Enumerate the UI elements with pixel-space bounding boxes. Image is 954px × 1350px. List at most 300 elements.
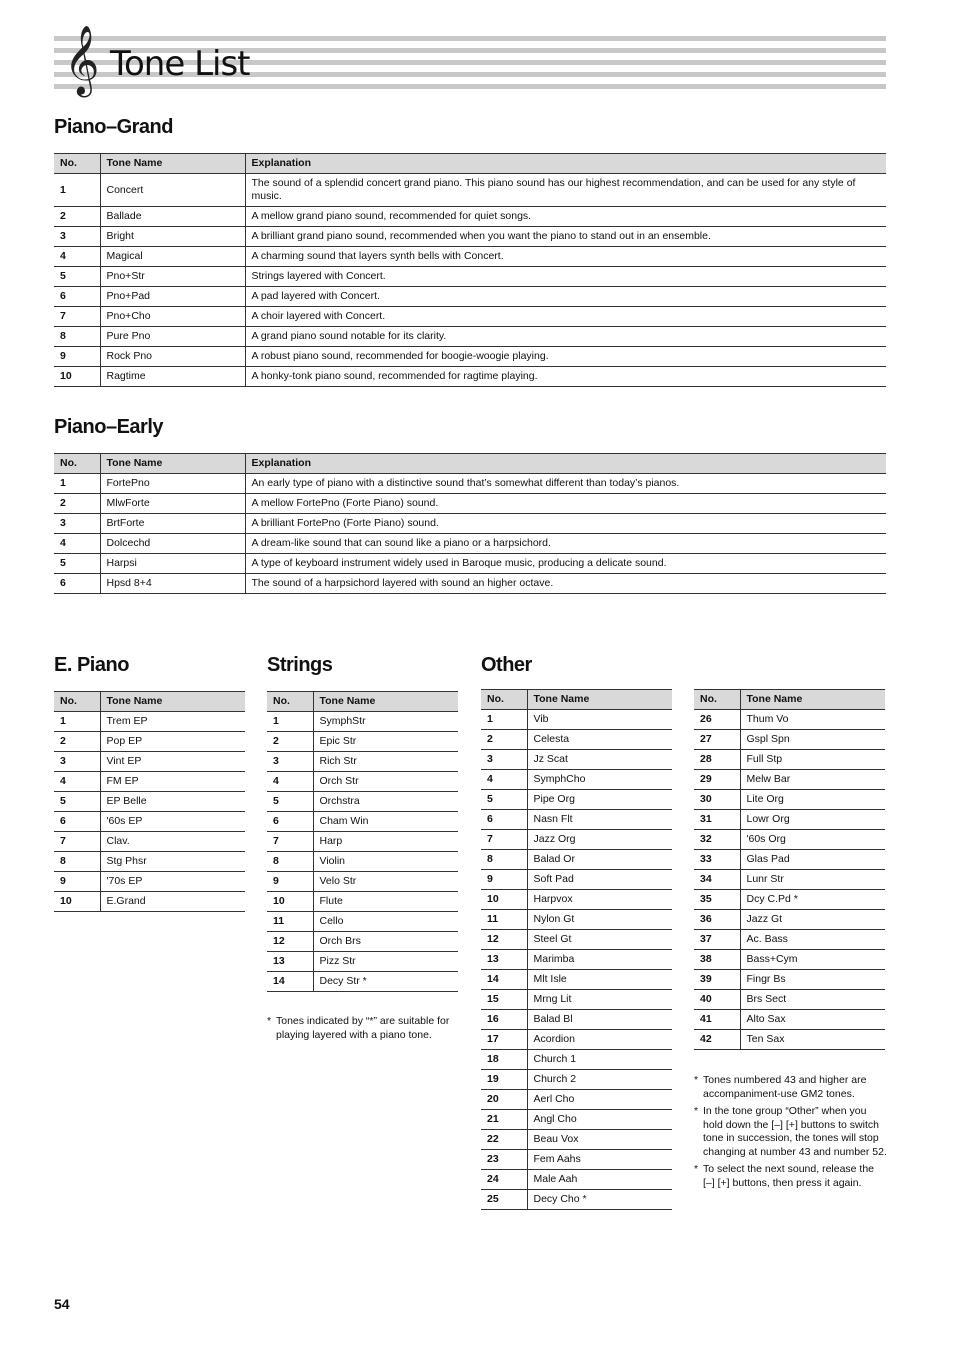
cell-explanation: A brilliant FortePno (Forte Piano) sound. bbox=[245, 514, 886, 534]
table-row bbox=[54, 872, 245, 892]
cell-no: 4 bbox=[481, 770, 527, 790]
table-row bbox=[694, 870, 885, 890]
table-row bbox=[481, 1110, 672, 1130]
cell-no: 3 bbox=[481, 750, 527, 770]
table-row bbox=[54, 534, 886, 554]
table-row bbox=[267, 892, 458, 912]
cell-no: 2 bbox=[267, 732, 313, 752]
cell-tone-name: '60s Org bbox=[740, 830, 885, 850]
cell-no: 26 bbox=[694, 710, 740, 730]
cell-tone-name: Vint EP bbox=[100, 752, 245, 772]
cell-tone-name: Beau Vox bbox=[527, 1130, 672, 1150]
table-row bbox=[481, 970, 672, 990]
table-row bbox=[694, 730, 885, 750]
cell-tone-name: Decy Cho * bbox=[527, 1190, 672, 1210]
cell-no: 2 bbox=[481, 730, 527, 750]
cell-explanation: A mellow grand piano sound, recommended for quiet songs. bbox=[245, 207, 886, 227]
cell-no: 7 bbox=[54, 307, 100, 327]
table-row bbox=[481, 1070, 672, 1090]
cell-tone-name: FM EP bbox=[100, 772, 245, 792]
column-header-no: No. bbox=[54, 154, 100, 174]
e-piano-table bbox=[54, 691, 245, 912]
cell-no: 17 bbox=[481, 1030, 527, 1050]
treble-clef-icon: 𝄞 bbox=[64, 25, 100, 95]
table-row bbox=[267, 972, 458, 992]
cell-tone-name: Vib bbox=[527, 710, 672, 730]
column-header-tone-name: Tone Name bbox=[313, 692, 458, 712]
cell-tone-name: SymphStr bbox=[313, 712, 458, 732]
table-row bbox=[694, 930, 885, 950]
column-header-no: No. bbox=[481, 690, 527, 710]
cell-no: 12 bbox=[481, 930, 527, 950]
cell-no: 6 bbox=[54, 574, 100, 594]
cell-no: 5 bbox=[54, 267, 100, 287]
cell-tone-name: Ten Sax bbox=[740, 1030, 885, 1050]
table-row bbox=[694, 810, 885, 830]
cell-tone-name: Jazz Gt bbox=[740, 910, 885, 930]
table-row bbox=[267, 832, 458, 852]
cell-tone-name: Lite Org bbox=[740, 790, 885, 810]
cell-no: 30 bbox=[694, 790, 740, 810]
cell-no: 5 bbox=[481, 790, 527, 810]
cell-tone-name: FortePno bbox=[100, 474, 245, 494]
cell-no: 2 bbox=[54, 207, 100, 227]
table-row bbox=[54, 474, 886, 494]
cell-no: 23 bbox=[481, 1150, 527, 1170]
column-header-no: No. bbox=[694, 690, 740, 710]
cell-tone-name: Dcy C.Pd * bbox=[740, 890, 885, 910]
strings-note bbox=[267, 1015, 459, 1046]
cell-tone-name: Nylon Gt bbox=[527, 910, 672, 930]
cell-explanation: A type of keyboard instrument widely used in Baroque music, producing a delicate sound. bbox=[245, 554, 886, 574]
cell-no: 5 bbox=[54, 554, 100, 574]
section-title-piano-early: Piano–Early bbox=[54, 416, 164, 438]
cell-explanation: A dream-like sound that can sound like a piano or a harpsichord. bbox=[245, 534, 886, 554]
cell-tone-name: Balad Bl bbox=[527, 1010, 672, 1030]
cell-tone-name: Mrng Lit bbox=[527, 990, 672, 1010]
cell-no: 21 bbox=[481, 1110, 527, 1130]
table-row bbox=[54, 327, 886, 347]
cell-no: 14 bbox=[481, 970, 527, 990]
cell-tone-name: Church 1 bbox=[527, 1050, 672, 1070]
table-row bbox=[54, 732, 245, 752]
cell-no: 9 bbox=[54, 347, 100, 367]
table-row bbox=[481, 870, 672, 890]
cell-tone-name: Orch Brs bbox=[313, 932, 458, 952]
cell-tone-name: Magical bbox=[100, 247, 245, 267]
cell-tone-name: Orchstra bbox=[313, 792, 458, 812]
table-row bbox=[267, 872, 458, 892]
note-text: Tones indicated by “*” are suitable for playing layered with a piano tone. bbox=[276, 1015, 450, 1041]
table-row bbox=[54, 772, 245, 792]
note-text: To select the next sound, release the [–] [+] buttons, then press it again. bbox=[703, 1163, 875, 1189]
cell-tone-name: Pipe Org bbox=[527, 790, 672, 810]
other-table-1 bbox=[481, 689, 672, 1210]
cell-tone-name: Harp bbox=[313, 832, 458, 852]
cell-no: 31 bbox=[694, 810, 740, 830]
section-title-e-piano: E. Piano bbox=[54, 654, 129, 676]
table-row bbox=[481, 1010, 672, 1030]
cell-tone-name: Jz Scat bbox=[527, 750, 672, 770]
cell-tone-name: Brs Sect bbox=[740, 990, 885, 1010]
table-row bbox=[267, 752, 458, 772]
cell-no: 10 bbox=[267, 892, 313, 912]
cell-no: 42 bbox=[694, 1030, 740, 1050]
cell-tone-name: Steel Gt bbox=[527, 930, 672, 950]
cell-no: 10 bbox=[54, 367, 100, 387]
cell-no: 16 bbox=[481, 1010, 527, 1030]
page-number: 54 bbox=[54, 1296, 70, 1312]
section-title-strings: Strings bbox=[267, 654, 333, 676]
table-row bbox=[54, 227, 886, 247]
table-row bbox=[54, 307, 886, 327]
note-text: In the tone group “Other” when you hold down the [–] [+] buttons to switch tone in succession, the tones will stop changing at number 43 and number 52. bbox=[703, 1105, 887, 1158]
table-row bbox=[54, 852, 245, 872]
cell-tone-name: Cello bbox=[313, 912, 458, 932]
table-row bbox=[267, 792, 458, 812]
cell-no: 3 bbox=[54, 752, 100, 772]
table-row bbox=[267, 912, 458, 932]
cell-no: 8 bbox=[54, 852, 100, 872]
cell-no: 15 bbox=[481, 990, 527, 1010]
other-table-2 bbox=[694, 689, 885, 1050]
cell-tone-name: Bass+Cym bbox=[740, 950, 885, 970]
cell-no: 18 bbox=[481, 1050, 527, 1070]
cell-no: 40 bbox=[694, 990, 740, 1010]
cell-no: 38 bbox=[694, 950, 740, 970]
cell-tone-name: Melw Bar bbox=[740, 770, 885, 790]
column-header-no: No. bbox=[54, 692, 100, 712]
table-row bbox=[481, 950, 672, 970]
table-row bbox=[481, 790, 672, 810]
table-row bbox=[694, 830, 885, 850]
cell-no: 39 bbox=[694, 970, 740, 990]
note-asterisk: * bbox=[267, 1015, 272, 1027]
table-row bbox=[481, 990, 672, 1010]
cell-no: 10 bbox=[481, 890, 527, 910]
table-row bbox=[54, 367, 886, 387]
cell-tone-name: Pno+Pad bbox=[100, 287, 245, 307]
strings-table bbox=[267, 691, 458, 992]
cell-no: 1 bbox=[54, 712, 100, 732]
table-row bbox=[54, 554, 886, 574]
table-row bbox=[267, 712, 458, 732]
cell-no: 1 bbox=[54, 174, 100, 207]
table-row bbox=[694, 790, 885, 810]
table-row bbox=[481, 730, 672, 750]
table-row bbox=[267, 952, 458, 972]
cell-tone-name: Pno+Str bbox=[100, 267, 245, 287]
cell-no: 25 bbox=[481, 1190, 527, 1210]
column-header-tone-name: Tone Name bbox=[100, 454, 245, 474]
cell-no: 9 bbox=[481, 870, 527, 890]
table-row bbox=[694, 850, 885, 870]
cell-explanation: A charming sound that layers synth bells with Concert. bbox=[245, 247, 886, 267]
cell-tone-name: BrtForte bbox=[100, 514, 245, 534]
cell-no: 28 bbox=[694, 750, 740, 770]
cell-no: 35 bbox=[694, 890, 740, 910]
cell-no: 7 bbox=[54, 832, 100, 852]
table-row bbox=[481, 750, 672, 770]
table-row bbox=[481, 850, 672, 870]
table-row bbox=[481, 930, 672, 950]
cell-tone-name: Fem Aahs bbox=[527, 1150, 672, 1170]
page-title: Tone List bbox=[110, 44, 250, 84]
cell-tone-name: Thum Vo bbox=[740, 710, 885, 730]
cell-no: 11 bbox=[481, 910, 527, 930]
cell-no: 34 bbox=[694, 870, 740, 890]
table-row bbox=[694, 770, 885, 790]
cell-tone-name: Fingr Bs bbox=[740, 970, 885, 990]
cell-tone-name: Nasn Flt bbox=[527, 810, 672, 830]
cell-tone-name: Lunr Str bbox=[740, 870, 885, 890]
cell-no: 33 bbox=[694, 850, 740, 870]
table-row bbox=[54, 712, 245, 732]
cell-no: 19 bbox=[481, 1070, 527, 1090]
cell-no: 8 bbox=[481, 850, 527, 870]
table-row bbox=[54, 347, 886, 367]
cell-explanation: An early type of piano with a distinctive sound that’s somewhat different than today’s pianos. bbox=[245, 474, 886, 494]
table-row bbox=[54, 812, 245, 832]
cell-tone-name: Acordion bbox=[527, 1030, 672, 1050]
cell-no: 7 bbox=[267, 832, 313, 852]
cell-no: 7 bbox=[481, 830, 527, 850]
cell-tone-name: Pure Pno bbox=[100, 327, 245, 347]
column-header-tone-name: Tone Name bbox=[100, 154, 245, 174]
table-row bbox=[481, 890, 672, 910]
section-title-piano-grand: Piano–Grand bbox=[54, 116, 173, 138]
cell-no: 13 bbox=[481, 950, 527, 970]
table-row bbox=[694, 990, 885, 1010]
cell-no: 24 bbox=[481, 1170, 527, 1190]
cell-tone-name: EP Belle bbox=[100, 792, 245, 812]
cell-no: 36 bbox=[694, 910, 740, 930]
cell-no: 1 bbox=[54, 474, 100, 494]
column-header-no: No. bbox=[54, 454, 100, 474]
cell-no: 11 bbox=[267, 912, 313, 932]
note-item bbox=[694, 1074, 888, 1101]
cell-no: 6 bbox=[54, 812, 100, 832]
cell-tone-name: MlwForte bbox=[100, 494, 245, 514]
cell-tone-name: Violin bbox=[313, 852, 458, 872]
cell-tone-name: Ballade bbox=[100, 207, 245, 227]
cell-tone-name: Balad Or bbox=[527, 850, 672, 870]
column-header-tone-name: Tone Name bbox=[527, 690, 672, 710]
section-title-other: Other bbox=[481, 654, 532, 676]
table-row bbox=[694, 950, 885, 970]
cell-tone-name: Pop EP bbox=[100, 732, 245, 752]
cell-tone-name: Alto Sax bbox=[740, 1010, 885, 1030]
cell-no: 8 bbox=[54, 327, 100, 347]
cell-explanation: A robust piano sound, recommended for boogie-woogie playing. bbox=[245, 347, 886, 367]
cell-explanation: A mellow FortePno (Forte Piano) sound. bbox=[245, 494, 886, 514]
table-row bbox=[54, 792, 245, 812]
cell-no: 4 bbox=[54, 247, 100, 267]
cell-no: 9 bbox=[54, 872, 100, 892]
cell-tone-name: Soft Pad bbox=[527, 870, 672, 890]
cell-tone-name: Trem EP bbox=[100, 712, 245, 732]
cell-tone-name: Pizz Str bbox=[313, 952, 458, 972]
cell-no: 6 bbox=[267, 812, 313, 832]
table-row bbox=[481, 1030, 672, 1050]
table-row bbox=[267, 852, 458, 872]
cell-no: 10 bbox=[54, 892, 100, 912]
table-row bbox=[54, 832, 245, 852]
cell-tone-name: Lowr Org bbox=[740, 810, 885, 830]
note-asterisk: * bbox=[694, 1074, 699, 1086]
table-row bbox=[481, 1130, 672, 1150]
cell-tone-name: Orch Str bbox=[313, 772, 458, 792]
table-row bbox=[481, 830, 672, 850]
cell-tone-name: Harpvox bbox=[527, 890, 672, 910]
cell-explanation: A choir layered with Concert. bbox=[245, 307, 886, 327]
table-row bbox=[481, 1090, 672, 1110]
table-row bbox=[694, 710, 885, 730]
table-row bbox=[54, 494, 886, 514]
cell-tone-name: Cham Win bbox=[313, 812, 458, 832]
cell-tone-name: Harpsi bbox=[100, 554, 245, 574]
cell-no: 5 bbox=[267, 792, 313, 812]
table-row bbox=[694, 1030, 885, 1050]
cell-tone-name: Ragtime bbox=[100, 367, 245, 387]
cell-tone-name: Pno+Cho bbox=[100, 307, 245, 327]
table-row bbox=[481, 1150, 672, 1170]
table-row bbox=[54, 574, 886, 594]
table-row bbox=[54, 247, 886, 267]
cell-no: 8 bbox=[267, 852, 313, 872]
note-item bbox=[694, 1105, 888, 1159]
cell-no: 2 bbox=[54, 732, 100, 752]
cell-no: 14 bbox=[267, 972, 313, 992]
piano-grand-table bbox=[54, 153, 886, 387]
cell-explanation: A brilliant grand piano sound, recommended when you want the piano to stand out in an ensemble. bbox=[245, 227, 886, 247]
table-row bbox=[54, 514, 886, 534]
cell-tone-name: Hpsd 8+4 bbox=[100, 574, 245, 594]
piano-early-table bbox=[54, 453, 886, 594]
table-row bbox=[481, 810, 672, 830]
cell-no: 5 bbox=[54, 792, 100, 812]
cell-tone-name: Concert bbox=[100, 174, 245, 207]
cell-tone-name: Gspl Spn bbox=[740, 730, 885, 750]
cell-no: 13 bbox=[267, 952, 313, 972]
note-asterisk: * bbox=[694, 1105, 699, 1117]
table-row bbox=[267, 732, 458, 752]
cell-no: 1 bbox=[481, 710, 527, 730]
cell-tone-name: Full Stp bbox=[740, 750, 885, 770]
note-item bbox=[267, 1015, 459, 1042]
other-notes bbox=[694, 1074, 888, 1194]
table-row bbox=[694, 910, 885, 930]
cell-no: 6 bbox=[54, 287, 100, 307]
cell-tone-name: Flute bbox=[313, 892, 458, 912]
cell-tone-name: Church 2 bbox=[527, 1070, 672, 1090]
cell-no: 4 bbox=[54, 772, 100, 792]
cell-no: 37 bbox=[694, 930, 740, 950]
cell-no: 3 bbox=[267, 752, 313, 772]
column-header-tone-name: Tone Name bbox=[740, 690, 885, 710]
cell-tone-name: Clav. bbox=[100, 832, 245, 852]
cell-no: 29 bbox=[694, 770, 740, 790]
table-row bbox=[54, 267, 886, 287]
note-text: Tones numbered 43 and higher are accompaniment-use GM2 tones. bbox=[703, 1074, 867, 1100]
table-row bbox=[54, 174, 886, 207]
table-row bbox=[481, 1050, 672, 1070]
table-row bbox=[694, 970, 885, 990]
table-row bbox=[481, 710, 672, 730]
table-row bbox=[267, 812, 458, 832]
cell-tone-name: Dolcechd bbox=[100, 534, 245, 554]
column-header-explanation: Explanation bbox=[245, 454, 886, 474]
cell-no: 12 bbox=[267, 932, 313, 952]
table-row bbox=[54, 752, 245, 772]
cell-no: 4 bbox=[267, 772, 313, 792]
column-header-no: No. bbox=[267, 692, 313, 712]
cell-explanation: A honky-tonk piano sound, recommended for ragtime playing. bbox=[245, 367, 886, 387]
cell-no: 3 bbox=[54, 227, 100, 247]
cell-no: 41 bbox=[694, 1010, 740, 1030]
cell-tone-name: Marimba bbox=[527, 950, 672, 970]
cell-tone-name: Glas Pad bbox=[740, 850, 885, 870]
table-row bbox=[481, 910, 672, 930]
table-row bbox=[54, 892, 245, 912]
cell-no: 20 bbox=[481, 1090, 527, 1110]
cell-tone-name: '70s EP bbox=[100, 872, 245, 892]
cell-explanation: Strings layered with Concert. bbox=[245, 267, 886, 287]
cell-explanation: A grand piano sound notable for its clarity. bbox=[245, 327, 886, 347]
table-row bbox=[54, 207, 886, 227]
table-row bbox=[481, 770, 672, 790]
cell-no: 32 bbox=[694, 830, 740, 850]
cell-tone-name: Rock Pno bbox=[100, 347, 245, 367]
cell-no: 9 bbox=[267, 872, 313, 892]
cell-no: 27 bbox=[694, 730, 740, 750]
cell-tone-name: Celesta bbox=[527, 730, 672, 750]
cell-no: 1 bbox=[267, 712, 313, 732]
note-item bbox=[694, 1163, 888, 1190]
table-row bbox=[694, 890, 885, 910]
table-row bbox=[54, 287, 886, 307]
cell-tone-name: Mlt Isle bbox=[527, 970, 672, 990]
table-row bbox=[694, 1010, 885, 1030]
table-row bbox=[481, 1170, 672, 1190]
column-header-explanation: Explanation bbox=[245, 154, 886, 174]
cell-tone-name: SymphCho bbox=[527, 770, 672, 790]
table-row bbox=[694, 750, 885, 770]
cell-no: 3 bbox=[54, 514, 100, 534]
cell-tone-name: Bright bbox=[100, 227, 245, 247]
cell-tone-name: Decy Str * bbox=[313, 972, 458, 992]
table-row bbox=[267, 772, 458, 792]
cell-tone-name: Ac. Bass bbox=[740, 930, 885, 950]
cell-no: 2 bbox=[54, 494, 100, 514]
cell-tone-name: Aerl Cho bbox=[527, 1090, 672, 1110]
note-asterisk: * bbox=[694, 1163, 699, 1175]
cell-explanation: A pad layered with Concert. bbox=[245, 287, 886, 307]
cell-no: 6 bbox=[481, 810, 527, 830]
cell-tone-name: Male Aah bbox=[527, 1170, 672, 1190]
cell-tone-name: Epic Str bbox=[313, 732, 458, 752]
cell-no: 4 bbox=[54, 534, 100, 554]
table-row bbox=[267, 932, 458, 952]
cell-tone-name: Stg Phsr bbox=[100, 852, 245, 872]
cell-tone-name: '60s EP bbox=[100, 812, 245, 832]
cell-tone-name: Velo Str bbox=[313, 872, 458, 892]
cell-explanation: The sound of a splendid concert grand piano. This piano sound has our highest recommendation, and can be used for any style of music. bbox=[245, 174, 886, 207]
cell-explanation: The sound of a harpsichord layered with sound an higher octave. bbox=[245, 574, 886, 594]
cell-tone-name: Angl Cho bbox=[527, 1110, 672, 1130]
cell-no: 22 bbox=[481, 1130, 527, 1150]
cell-tone-name: E.Grand bbox=[100, 892, 245, 912]
